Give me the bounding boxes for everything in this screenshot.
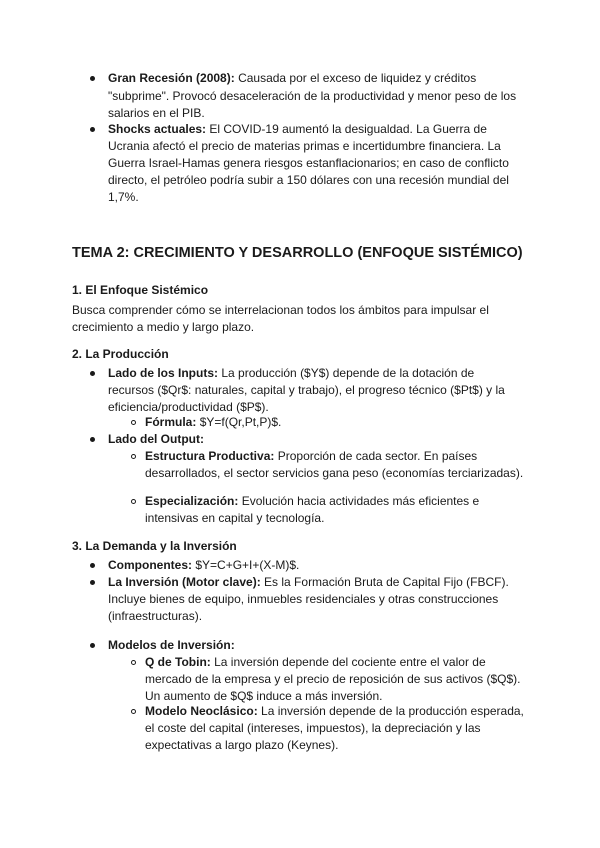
- neo-label: Modelo Neoclásico:: [145, 704, 258, 718]
- inversion-line-2: Incluye bienes de equipo, inmuebles residenciales y otras construcciones: [108, 592, 499, 606]
- shocks-label: Shocks actuales:: [108, 122, 207, 136]
- formula-line: Fórmula: $Y=f(Qr,Pt,P)$.: [145, 415, 282, 429]
- modelos-label: Modelos de Inversión:: [108, 638, 235, 652]
- bullet: [90, 371, 95, 376]
- sub-bullet: [131, 660, 136, 665]
- bullet: [90, 563, 95, 568]
- sub-bullet: [131, 709, 136, 714]
- estructura-line-1: Estructura Productiva: Proporción de cada sector. En países: [145, 449, 478, 463]
- gran-recesion-line-1: Gran Recesión (2008): Causada por el exceso de liquidez y créditos: [108, 71, 477, 85]
- shocks-line-5: 1,7%.: [108, 190, 139, 204]
- shocks-line-3: Guerra Israel-Hamas genera riesgos estanflacionarios; en caso de conflicto: [108, 156, 509, 170]
- inversion-label: La Inversión (Motor clave):: [108, 575, 261, 589]
- especializacion-line-2: intensivas en capital y tecnología.: [145, 511, 325, 525]
- sub-bullet: [131, 499, 136, 504]
- neo-line-1: Modelo Neoclásico: La inversión depende de la producción esperada,: [145, 704, 524, 718]
- bullet: [90, 437, 95, 442]
- inputs-line-3: eficiencia/productividad ($P$).: [108, 400, 269, 414]
- tobin-label: Q de Tobin:: [145, 655, 211, 669]
- estructura-line-2: desarrollados, el sector servicios gana peso (economías terciarizadas).: [145, 466, 524, 480]
- section-title: TEMA 2: CRECIMIENTO Y DESARROLLO (ENFOQUE SISTÉMICO): [72, 245, 523, 261]
- neo-line-2: el coste del capital (intereses, impuestos), la depreciación y las: [145, 721, 481, 735]
- subsection-heading-1: 1. El Enfoque Sistémico: [72, 283, 209, 297]
- bullet: [90, 580, 95, 585]
- componentes-line: Componentes: $Y=C+G+I+(X-M)$.: [108, 558, 300, 572]
- inversion-line-1: La Inversión (Motor clave): Es la Formación Bruta de Capital Fijo (FBCF).: [108, 575, 509, 589]
- especializacion-label: Especialización:: [145, 494, 239, 508]
- subsection-heading-3: 3. La Demanda y la Inversión: [72, 539, 237, 553]
- gran-recesion-line-2: "subprime". Provocó desaceleración de la productividad y menor peso de los: [108, 89, 517, 103]
- inversion-line-3: (infraestructuras).: [108, 609, 203, 623]
- inputs-line-2: recursos ($Qr$: naturales, capital y trabajo), el progreso técnico ($Pt$) y la: [108, 383, 505, 397]
- inputs-label: Lado de los Inputs:: [108, 366, 218, 380]
- shocks-line-1: Shocks actuales: El COVID-19 aumentó la desigualdad. La Guerra de: [108, 122, 487, 136]
- bullet: [90, 643, 95, 648]
- gran-recesion-label: Gran Recesión (2008):: [108, 71, 235, 85]
- tobin-line-1: Q de Tobin: La inversión depende del cociente entre el valor de: [145, 655, 486, 669]
- estructura-label: Estructura Productiva:: [145, 449, 275, 463]
- sub-bullet: [131, 420, 136, 425]
- bullet: [90, 76, 95, 81]
- tobin-line-2: mercado de la empresa y el precio de reposición de sus activos ($Q$).: [145, 672, 521, 686]
- neo-line-3: expectativas a largo plazo (Keynes).: [145, 738, 339, 752]
- inputs-line-1: Lado de los Inputs: La producción ($Y$) depende de la dotación de: [108, 366, 475, 380]
- subsection-heading-2: 2. La Producción: [72, 347, 169, 361]
- sub-bullet: [131, 454, 136, 459]
- formula-label: Fórmula:: [145, 415, 197, 429]
- componentes-label: Componentes:: [108, 558, 192, 572]
- bullet: [90, 127, 95, 132]
- shocks-line-4: directo, el petróleo podría subir a 150 dólares con una recesión mundial del: [108, 173, 509, 187]
- shocks-line-2: Ucrania afectó el precio de materias primas e incertidumbre financiera. La: [108, 139, 501, 153]
- output-label: Lado del Output:: [108, 432, 204, 446]
- tobin-line-3: Un aumento de $Q$ induce a más inversión.: [145, 689, 383, 703]
- s1-line-1: Busca comprender cómo se interrelacionan todos los ámbitos para impulsar el: [72, 303, 489, 317]
- especializacion-line-1: Especialización: Evolución hacia actividades más eficientes e: [145, 494, 480, 508]
- gran-recesion-line-3: salarios en el PIB.: [108, 106, 205, 120]
- s1-line-2: crecimiento a medio y largo plazo.: [72, 320, 255, 334]
